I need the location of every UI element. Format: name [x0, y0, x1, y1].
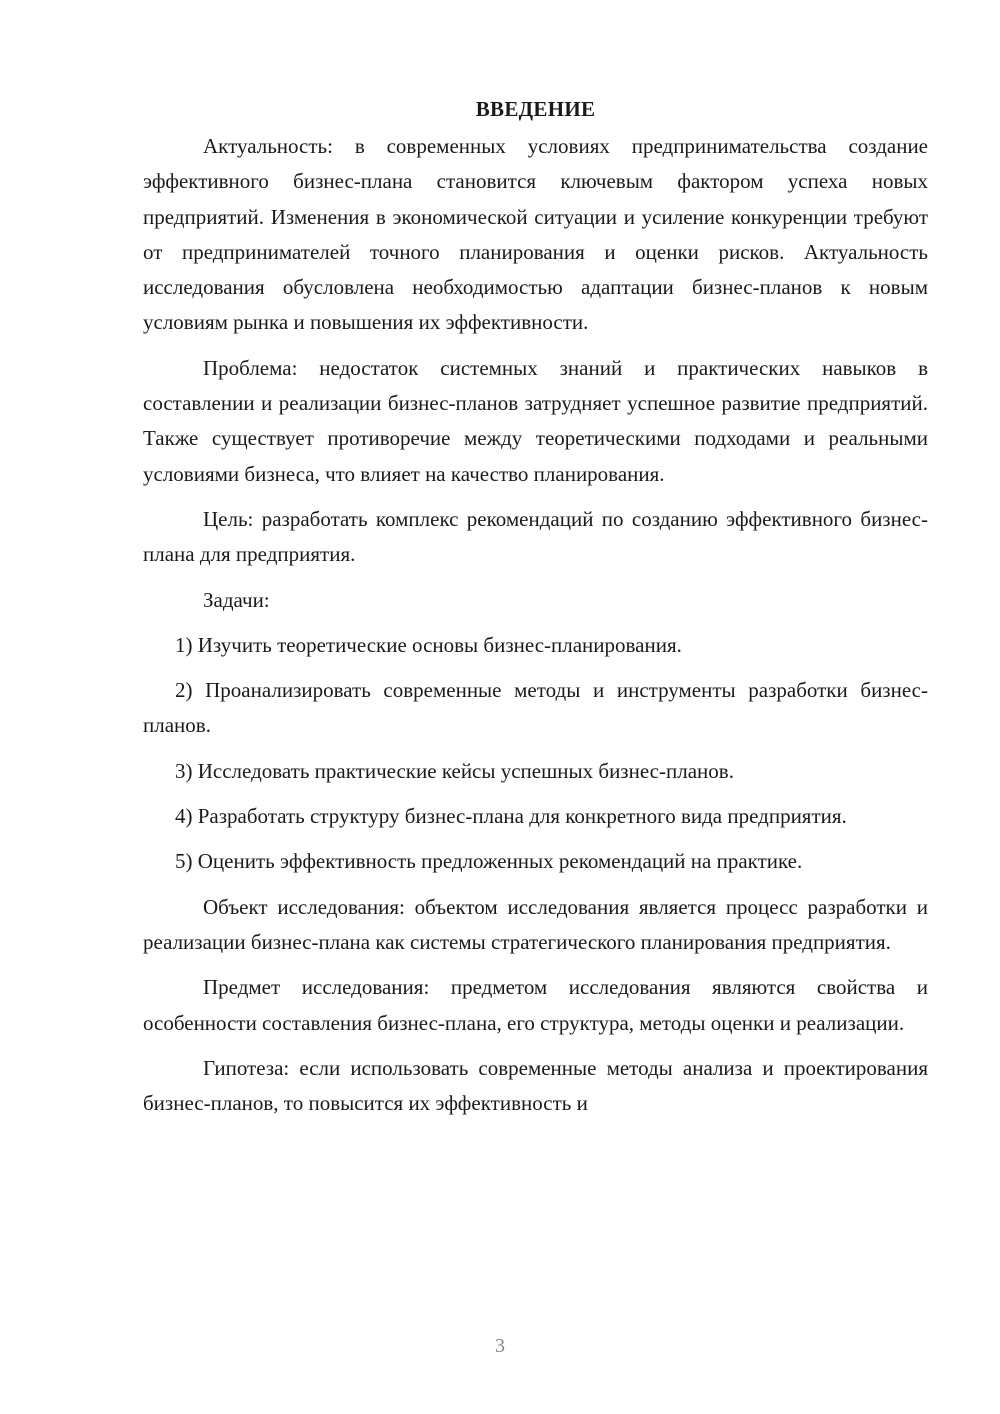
paragraph-problem: Проблема: недостаток системных знаний и практических навыков в составлении и реализации бизнес-планов затрудняет успешное развитие предприятий. Также существует противоречие между теоретическими подходами и реальными условиями бизнеса, что влияет на качество планирования.	[143, 355, 928, 486]
paragraph-subject: Предмет исследования: предметом исследования являются свойства и особенности составления бизнес-плана, его структура, методы оценки и реализации.	[143, 975, 928, 1035]
paragraph-object: Объект исследования: объектом исследования является процесс разработки и реализации бизнес-плана как системы стратегического планирования предприятия.	[143, 894, 928, 954]
paragraph-relevance: Актуальность: в современных условиях предпринимательства создание эффективного бизнес-плана становится ключевым фактором успеха новых предприятий. Изменения в экономической ситуации и усиление конкуренции требуют от предпринимателей точного планирования и оценки рисков. Актуальность исследования обусловлена необходимостью адаптации бизнес-планов к новым условиям рынка и повышения их эффективности.	[143, 134, 928, 335]
page-number: 3	[495, 1335, 505, 1357]
task-item-5: 5) Оценить эффективность предложенных рекомендаций на практике.	[175, 849, 803, 874]
task-item-4: 4) Разработать структуру бизнес-плана для конкретного вида предприятия.	[175, 804, 847, 829]
tasks-label: Задачи:	[203, 587, 270, 612]
task-item-2: 2) Проанализировать современные методы и инструменты разработки бизнес-планов.	[143, 678, 928, 738]
task-item-3: 3) Исследовать практические кейсы успешных бизнес-планов.	[175, 758, 734, 783]
document-page	[143, 92, 928, 1121]
task-item-1: 1) Изучить теоретические основы бизнес-планирования.	[175, 632, 682, 657]
section-heading: ВВЕДЕНИЕ	[475, 97, 596, 121]
paragraph-hypothesis: Гипотеза: если использовать современные методы анализа и проектирования бизнес-планов, то повысится их эффективность и	[143, 1055, 928, 1116]
paragraph-goal: Цель: разработать комплекс рекомендаций по созданию эффективного бизнес-плана для предприятия.	[143, 506, 928, 567]
